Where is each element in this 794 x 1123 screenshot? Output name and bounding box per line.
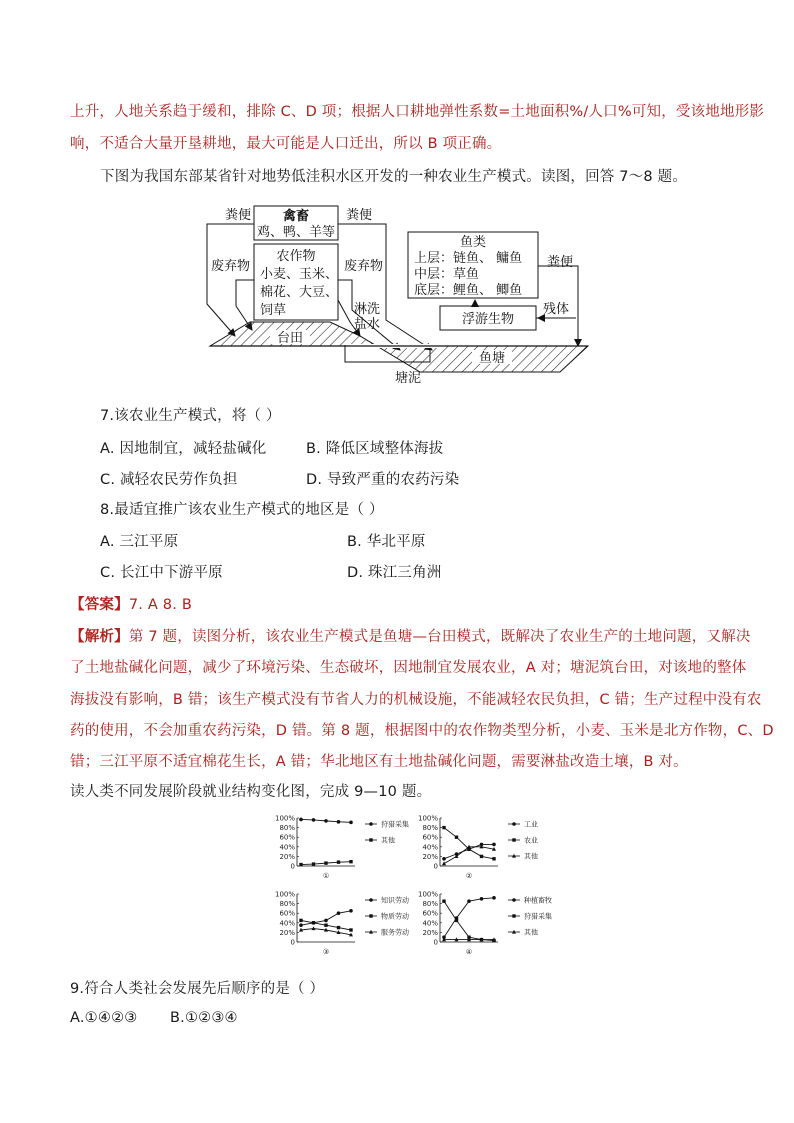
crops-line-2: 棉花、大豆、 — [260, 285, 339, 300]
chart3-data-point — [312, 926, 316, 930]
chart3-data-point — [337, 926, 340, 929]
chart4-y-tick: 0 — [433, 938, 438, 947]
q9-option-b[interactable]: B.①②③④ — [170, 1010, 238, 1026]
chart1-legend-label: 狩猎采集 — [381, 820, 409, 829]
chart2-data-point — [442, 857, 446, 861]
livestock-title: 禽畜 — [282, 209, 310, 224]
chart3-data-point — [349, 928, 352, 931]
analysis-line-3: 海拔没有影响，B 错；该生产模式没有节省人力的机械设施，不能减轻农民负担，C 错；生产过程中没有农 — [70, 692, 762, 708]
chart4-y-tick: 60% — [422, 909, 438, 918]
fish-title: 鱼类 — [459, 235, 487, 250]
analysis-line-4: 药的使用，不会加重农药污染，D 错。第 8 题，根据图中的农作物类型分析，小麦、玉米是北方作物，C、D — [70, 723, 774, 739]
employment-structure-charts — [0, 810, 794, 970]
q7-option-c[interactable]: C. 减轻农民劳作负担 — [100, 472, 238, 488]
analysis-label: 【解析】 — [70, 629, 129, 645]
mud-label: 塘泥 — [394, 371, 422, 386]
chart2-y-tick: 0 — [433, 862, 438, 871]
chart2-y-tick: 60% — [422, 833, 438, 842]
q8-option-a[interactable]: A. 三江平原 — [100, 534, 179, 550]
chart3-data-point — [324, 924, 327, 927]
chart2-series-line — [444, 828, 494, 859]
chart4-data-point — [480, 897, 484, 901]
chart4-y-tick: 40% — [422, 919, 438, 928]
chart3-y-tick: 20% — [279, 928, 295, 937]
chart1-y-tick: 60% — [279, 833, 295, 842]
answer-label: 【答案】 — [70, 597, 129, 613]
agriculture-mode-diagram — [0, 200, 794, 390]
q9-stem: 9.符合人类社会发展先后顺序的是（ ） — [70, 981, 325, 997]
prev-answer-line-1: 上升，人地关系趋于缓和，排除 C、D 项；根据人口耕地弹性系数=土地面积%/人口%可知，受该地地形影 — [70, 104, 765, 120]
intro-7-8: 下图为我国东部某省针对地势低洼积水区开发的一种农业生产模式。读图，回答 7～8 题。 — [100, 169, 688, 185]
manure-left-label: 粪便 — [225, 208, 252, 223]
chart1-data-point — [299, 818, 303, 822]
chart4-y-tick: 20% — [422, 928, 438, 937]
chart4-data-point — [467, 899, 471, 903]
chart2-legend-label: 其他 — [524, 852, 538, 861]
chart4-data-point — [455, 919, 458, 922]
chart4-y-tick: 80% — [422, 900, 438, 909]
chart2-y-tick: 20% — [422, 852, 438, 861]
chart3-legend-marker — [369, 898, 373, 902]
chart1-data-point — [312, 818, 316, 822]
answer-line — [70, 593, 192, 614]
manure-right-label: 粪便 — [547, 255, 574, 270]
fish-middle: 中层：草鱼 — [414, 267, 480, 282]
chart2-legend-label: 农业 — [524, 836, 538, 845]
terrace-label: 台田 — [276, 331, 304, 346]
chart1-data-point — [349, 860, 352, 863]
chart2-legend-marker — [512, 838, 515, 841]
fish-bottom: 底层：鲤鱼、 鲫鱼 — [414, 283, 523, 298]
chart2-legend-marker — [512, 822, 516, 826]
chart3-y-tick: 80% — [279, 900, 295, 909]
chart3-legend-label: 服务劳动 — [381, 928, 409, 937]
chart2-y-tick: 40% — [422, 843, 438, 852]
chart4-data-point — [442, 900, 445, 903]
crops-line-1: 小麦、玉米、 — [260, 267, 339, 282]
chart4-legend-label: 种植畜牧 — [524, 896, 552, 905]
chart2-panel-label: ② — [465, 872, 473, 880]
q8-stem: 8.最适宜推广该农业生产模式的地区是（ ） — [100, 502, 384, 518]
chart2-data-point — [442, 826, 445, 829]
chart3-data-point — [299, 919, 302, 922]
chart4-data-point — [492, 896, 496, 900]
chart4-panel-label: ④ — [465, 948, 473, 956]
chart1-data-point — [324, 819, 328, 823]
chart4-legend-marker — [512, 898, 516, 902]
crops-title: 农作物 — [276, 249, 316, 264]
leach-label-2: 盐水 — [354, 317, 381, 332]
pond-label: 鱼塘 — [478, 351, 506, 366]
chart1-y-tick: 100% — [274, 814, 295, 823]
chart2-data-point — [492, 843, 496, 847]
chart4-legend-marker — [512, 914, 515, 917]
chart3-data-point — [299, 923, 303, 927]
answer-text: 7. A 8. B — [128, 597, 192, 613]
analysis-line-2: 了土地盐碱化问题，减少了环境污染、生态破坏，因地制宜发展农业，A 对；塘泥筑台田，对该地的整体 — [70, 660, 747, 676]
chart4-legend-label: 其他 — [524, 928, 538, 937]
chart1-data-point — [337, 860, 340, 863]
q8-option-c[interactable]: C. 长江中下游平原 — [100, 565, 223, 581]
chart2-y-tick: 80% — [422, 824, 438, 833]
fish-upper: 上层：链鱼、 鳙鱼 — [414, 251, 523, 266]
prev-answer-line-2: 响，不适合大量开垦耕地，最大可能是人口迁出，所以 B 项正确。 — [70, 136, 502, 152]
chart1-data-point — [324, 861, 327, 864]
chart3-data-point — [312, 921, 315, 924]
chart3-legend-label: 物质劳动 — [381, 912, 409, 921]
chart1-legend-marker — [369, 822, 373, 826]
q7-stem: 7.该农业生产模式，将（ ） — [100, 408, 281, 424]
chart1-y-tick: 80% — [279, 824, 295, 833]
chart1-y-tick: 40% — [279, 843, 295, 852]
chart2-legend-label: 工业 — [524, 820, 538, 829]
chart2-y-tick: 100% — [417, 814, 438, 823]
chart2-data-point — [492, 857, 495, 860]
chart4-legend-label: 狩猎采集 — [524, 912, 552, 921]
chart1-y-tick: 0 — [290, 862, 295, 871]
chart3-series-line — [301, 911, 351, 925]
q8-option-b[interactable]: B. 华北平原 — [347, 534, 426, 550]
chart3-data-point — [324, 919, 328, 923]
q8-option-d[interactable]: D. 珠江三角洲 — [347, 565, 442, 581]
analysis-line-5: 错；三江平原不适宜棉花生长，A 错；华北地区有土地盐碱化问题，需要淋盐改造土壤，B 对。 — [70, 754, 688, 770]
q7-option-d[interactable]: D. 导致严重的农药污染 — [306, 472, 460, 488]
chart4-y-tick: 100% — [417, 890, 438, 899]
chart3-data-point — [337, 911, 341, 915]
q7-option-a[interactable]: A. 因地制宜，减轻盐碱化 — [100, 441, 267, 457]
chart3-panel-label: ③ — [322, 948, 330, 956]
leach-label-1: 淋洗 — [354, 302, 381, 317]
chart1-data-point — [337, 820, 341, 824]
chart1-legend-marker — [369, 838, 372, 841]
chart1-panel-label: ① — [322, 872, 330, 880]
intro-9-10: 读人类不同发展阶段就业结构变化图，完成 9—10 题。 — [70, 784, 432, 800]
chart4-series-line — [444, 898, 494, 937]
waste-mid-label: 废弃物 — [344, 259, 384, 274]
livestock-items: 鸡、鸭、羊等 — [256, 225, 336, 240]
chart3-y-tick: 100% — [274, 890, 295, 899]
chart3-data-point — [349, 909, 353, 913]
chart1-data-point — [349, 821, 353, 825]
chart1-legend-label: 其他 — [381, 836, 395, 845]
crops-line-3: 饲草 — [260, 303, 287, 318]
chart3-y-tick: 40% — [279, 919, 295, 928]
chart1-data-point — [312, 862, 315, 865]
chart1-data-point — [299, 863, 302, 866]
chart3-legend-marker — [369, 914, 372, 917]
q9-option-a[interactable]: A.①④②③ — [70, 1010, 138, 1026]
chart4-series-line — [444, 901, 494, 940]
plankton-label: 浮游生物 — [461, 312, 515, 327]
chart1-y-tick: 20% — [279, 852, 295, 861]
residue-label: 残体 — [543, 302, 570, 317]
q7-option-b[interactable]: B. 降低区域整体海拔 — [306, 441, 444, 457]
chart2-data-point — [480, 855, 483, 858]
manure-mid-label: 粪便 — [346, 208, 373, 223]
waste-left-label: 废弃物 — [211, 259, 251, 274]
chart3-y-tick: 0 — [290, 938, 295, 947]
analysis-text-1: 第 7 题，读图分析，该农业生产模式是鱼塘—台田模式，既解决了农业生产的土地问题，又解决 — [128, 629, 751, 645]
chart3-y-tick: 60% — [279, 909, 295, 918]
chart2-data-point — [455, 836, 458, 839]
chart3-legend-label: 知识劳动 — [381, 896, 409, 905]
analysis-line-1 — [70, 625, 751, 646]
